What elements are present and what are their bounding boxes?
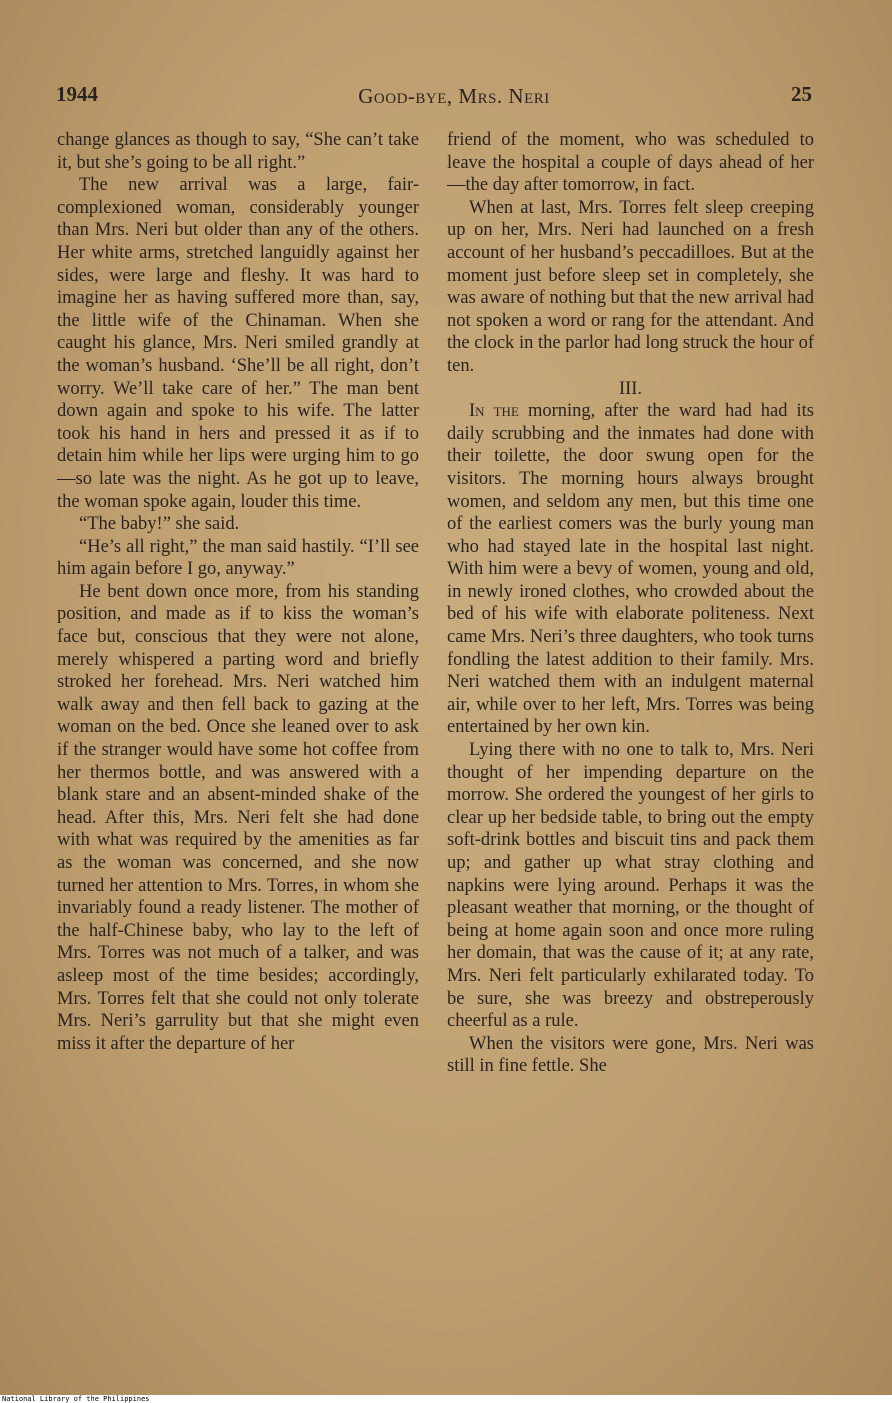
left-column — [57, 129, 419, 1055]
paragraph: The new arrival was a large, fair-complexioned woman, considerably younger than Mrs. Neri but older than any of the others. Her white arms, stretched languidly against her sides, were large and fleshy. It was hard to imagine her as having suffered more than, say, the little wife of the Chinaman. When she caught his glance, Mrs. Neri smiled grandly at the woman’s husband. ‘She’ll be all right, don’t worry. We’ll take care of her.” The man bent down again and spoke to his wife. The latter took his hand in hers and pressed it as if to detain him while her lips were urging him to go—so late was the night. As he got up to leave, the woman spoke again, louder this time. — [57, 175, 419, 512]
section-number: III. — [618, 378, 643, 399]
header-year: 1944 — [56, 82, 98, 106]
section-lead-in: In the — [469, 401, 519, 422]
paragraph: Lying there with no one to talk to, Mrs. Neri thought of her impending departure on the morrow. She ordered the youngest of her girls to clear up her bedside table, to bring out the empty soft-drink bottles and biscuit tins and pack them up; and gather up what stray clothing and napkins were lying around. Perhaps it was the pleasant weather that morning, or the thought of being at home again soon and once more ruling her domain, that was the cause of it; at any rate, Mrs. Neri felt particularly exhilarated today. To be sure, she was breezy and obstreperously cheerful as a rule. — [447, 740, 814, 1032]
paragraph: When at last, Mrs. Torres felt sleep creeping up on her, Mrs. Neri had launched on a fresh account of her husband’s peccadilloes. But at the moment just before sleep set in completely, she was aware of nothing but that the new arrival had not spoken a word or rang for the attendant. And the clock in the parlor had long struck the hour of ten. — [447, 197, 814, 376]
paragraph: He bent down once more, from his standing position, and made as if to kiss the woman’s face but, conscious that they were not alone, merely whispered a parting word and briefly stroked her forehead. Mrs. Neri watched him walk away and then fell back to gazing at the woman on the bed. Once she leaned over to ask if the stranger would have some hot coffee from her thermos bottle, and was answered with a blank stare and an absent-minded shake of the head. After this, Mrs. Neri felt she had done with what was required by the amenities as far as the woman was concerned, and she now turned her attention to Mrs. Torres, in whom she invariably found a ready listener. The mother of the half-Chinese baby, who lay to the left of Mrs. Torres was not much of a talker, and was asleep most of the time besides; accordingly, Mrs. Torres felt that she could not only tolerate Mrs. Neri’s garrulity but that she might even miss it after the departure of her — [57, 581, 419, 1054]
paragraph: “He’s all right,” the man said hastily. “I’ll see him again before I go, anyway.” — [57, 536, 419, 580]
paragraph: “The baby!” she said. — [79, 514, 240, 535]
paragraph — [447, 400, 814, 739]
running-header — [56, 82, 812, 112]
paragraph: change glances as though to say, “She can’t take it, but she’s going to be all right.” — [57, 130, 419, 173]
header-title: Good-bye, Mrs. Neri — [358, 84, 550, 108]
library-credit: National Library of the Philippines — [0, 1395, 892, 1403]
paragraph: When the visitors were gone, Mrs. Neri was still in fine fettle. She — [447, 1033, 814, 1077]
page-number: 25 — [791, 82, 812, 106]
paragraph: friend of the moment, who was scheduled to leave the hospital a couple of days ahead of her—the day after tomorrow, in fact. — [447, 130, 814, 196]
paragraph-text: morning, after the ward had had its daily scrubbing and the inmates had done with their toilette, the door swung open for the visitors. The morning hours always brought women, and seldom any men, but this time one of the earliest comers was the burly young man who had stayed late in the hospital last night. With him were a bevy of women, young and old, in newly ironed clothes, who crowded about the bed of his wife with elaborate politeness. Next came Mrs. Neri’s three daughters, who took turns fondling the latest addition to their family. Mrs. Neri watched them with an indulgent maternal air, while over to her left, Mrs. Torres was being entertained by her own kin. — [447, 401, 814, 738]
right-column — [447, 129, 814, 1078]
